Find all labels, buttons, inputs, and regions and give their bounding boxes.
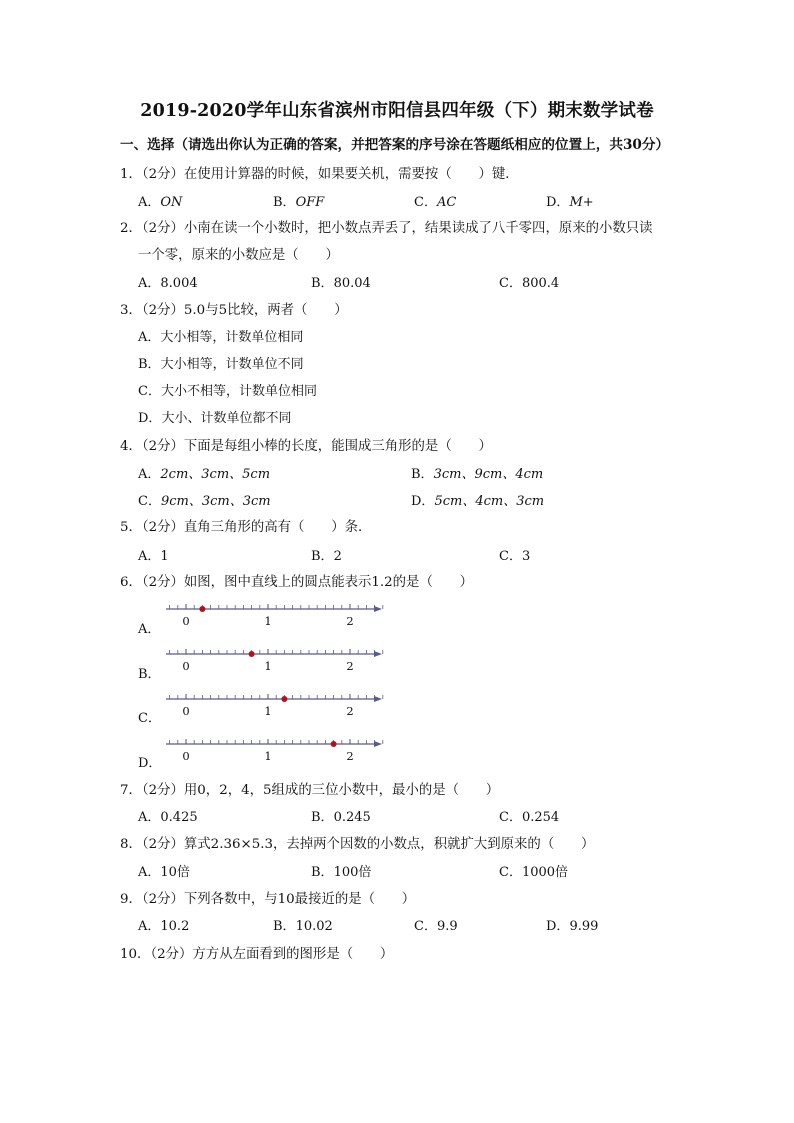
option-3a[interactable]: A．大小相等，计数单位相同 — [138, 330, 304, 345]
number-line-point — [199, 606, 205, 612]
option-6d-label[interactable]: D． — [138, 756, 162, 771]
number-line-point — [331, 741, 337, 747]
tick-label: 2 — [346, 749, 354, 763]
option-1b[interactable]: B．OFF — [273, 195, 325, 210]
axis-arrow-icon — [374, 651, 382, 657]
tick-label: 2 — [346, 704, 354, 718]
tick-label: 1 — [264, 749, 272, 763]
option-7c[interactable]: C．0.254 — [499, 810, 560, 825]
question-2-continued: 一个零，原来的小数应是（ ） — [138, 248, 339, 263]
option-5a[interactable]: A．1 — [138, 549, 169, 564]
question-4: 4．（2分）下面是每组小棒的长度，能围成三角形的是（ ） — [120, 439, 492, 454]
option-9b[interactable]: B．10.02 — [273, 919, 333, 934]
tick-label: 0 — [182, 704, 190, 718]
tick-label: 2 — [346, 659, 354, 673]
number-line-d — [160, 733, 390, 767]
option-3b[interactable]: B．大小相等，计数单位不同 — [138, 357, 304, 372]
question-6: 6．（2分）如图，图中直线上的圆点能表示1.2的是（ ） — [120, 575, 474, 590]
option-2a[interactable]: A．8.004 — [138, 276, 198, 291]
option-7a[interactable]: A．0.425 — [138, 810, 198, 825]
option-5c[interactable]: C．3 — [499, 549, 531, 564]
number-line-point — [281, 696, 287, 702]
axis-arrow-icon — [374, 696, 382, 702]
tick-label: 0 — [182, 749, 190, 763]
number-line-point — [249, 651, 255, 657]
number-line-c — [160, 688, 390, 722]
option-2c[interactable]: C．800.4 — [499, 276, 560, 291]
tick-label: 2 — [346, 614, 354, 628]
question-5: 5．（2分）直角三角形的高有（ ）条． — [120, 520, 372, 535]
number-line-a — [160, 598, 390, 632]
tick-label: 1 — [264, 704, 272, 718]
section-heading: 一、选择（请选出你认为正确的答案，并把答案的序号涂在答题纸相应的位置上，共30分） — [120, 137, 670, 153]
option-8b[interactable]: B．100倍 — [311, 865, 372, 880]
option-4b[interactable]: B．3cm、9cm、4cm — [411, 467, 544, 482]
question-9: 9．（2分）下列各数中，与10最接近的是（ ） — [120, 892, 416, 907]
option-7b[interactable]: B．0.245 — [311, 810, 371, 825]
option-4d[interactable]: D．5cm、4cm、3cm — [411, 494, 545, 509]
option-9c[interactable]: C．9.9 — [414, 919, 458, 934]
number-line-b — [160, 643, 390, 677]
option-5b[interactable]: B．2 — [311, 549, 342, 564]
question-7: 7．（2分）用0，2，4，5组成的三位小数中，最小的是（ ） — [120, 783, 500, 798]
option-6b-label[interactable]: B． — [138, 667, 161, 682]
axis-arrow-icon — [374, 741, 382, 747]
option-8a[interactable]: A．10倍 — [138, 865, 190, 880]
option-1d[interactable]: D．M+ — [546, 195, 594, 210]
option-3c[interactable]: C．大小不相等，计数单位相同 — [138, 384, 317, 399]
option-2b[interactable]: B．80.04 — [311, 276, 371, 291]
option-4a[interactable]: A．2cm、3cm、5cm — [138, 467, 271, 482]
page-title: 2019-2020学年山东省滨州市阳信县四年级（下）期末数学试卷 — [140, 101, 654, 121]
tick-label: 1 — [264, 614, 272, 628]
option-6a-label[interactable]: A． — [138, 622, 161, 637]
option-3d[interactable]: D．大小、计数单位都不同 — [138, 411, 292, 426]
question-1: 1．（2分）在使用计算器的时候，如果要关机，需要按（ ）键． — [120, 167, 519, 182]
option-9a[interactable]: A．10.2 — [138, 919, 190, 934]
option-1c[interactable]: C．AC — [414, 195, 457, 210]
axis-arrow-icon — [374, 606, 382, 612]
question-8: 8．（2分）算式2.36×5.3，去掉两个因数的小数点，积就扩大到原来的（ ） — [120, 837, 595, 852]
question-2: 2．（2分）小南在读一个小数时，把小数点弄丢了，结果读成了八千零四，原来的小数只读 — [120, 221, 653, 236]
question-10: 10．（2分）方方从左面看到的图形是（ ） — [120, 947, 394, 962]
tick-label: 0 — [182, 614, 190, 628]
option-8c[interactable]: C．1000倍 — [499, 865, 569, 880]
option-4c[interactable]: C．9cm、3cm、3cm — [138, 494, 271, 509]
question-3: 3．（2分）5.0与5比较，两者（ ） — [120, 303, 348, 318]
tick-label: 0 — [182, 659, 190, 673]
option-6c-label[interactable]: C． — [138, 711, 161, 726]
option-9d[interactable]: D．9.99 — [546, 919, 599, 934]
option-1a[interactable]: A．ON — [138, 195, 183, 210]
tick-label: 1 — [264, 659, 272, 673]
